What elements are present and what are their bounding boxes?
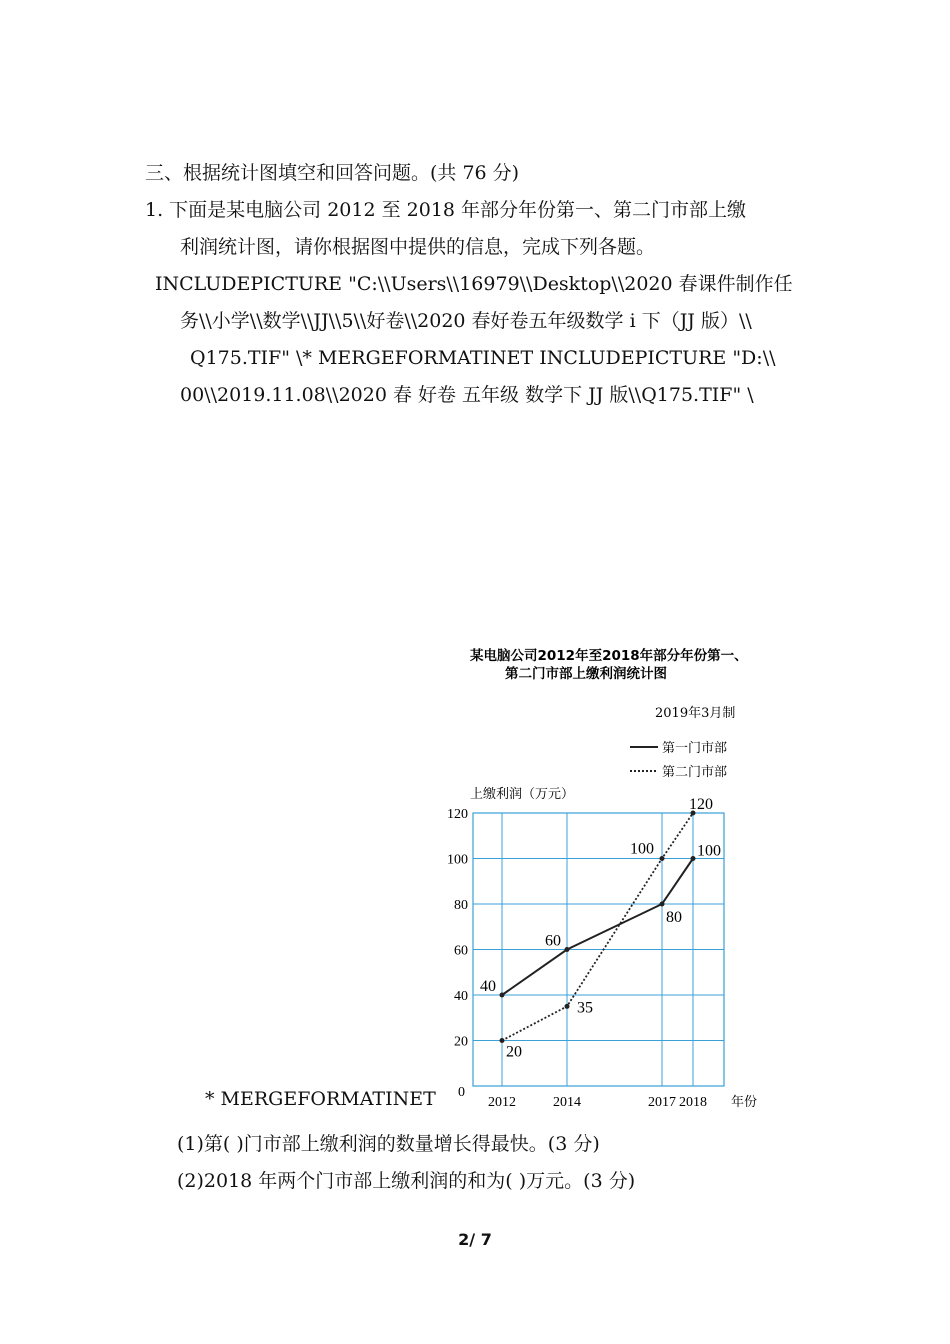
series-line-2 bbox=[502, 813, 693, 1041]
chart-svg bbox=[440, 640, 760, 1110]
y-tick-label: 40 bbox=[454, 989, 468, 1004]
field-code-line-1: INCLUDEPICTURE "C:\\Users\\16979\\Desktop\\2020 春课件制作任 bbox=[155, 273, 793, 295]
field-code-line-5: * MERGEFORMATINET bbox=[205, 1088, 436, 1110]
page-number: 2/ 7 bbox=[458, 1230, 492, 1249]
field-code-line-3: Q175.TIF" \* MERGEFORMATINET INCLUDEPICTURE "D:\\ bbox=[190, 347, 776, 369]
origin-label: 0 bbox=[458, 1085, 465, 1100]
data-point bbox=[691, 856, 696, 861]
subquestion-2: (2)2018 年两个门市部上缴利润的和为( )万元。(3 分) bbox=[177, 1170, 636, 1192]
y-tick-label: 20 bbox=[454, 1034, 468, 1050]
data-point bbox=[660, 856, 665, 861]
question-line-1: 1. 下面是某电脑公司 2012 至 2018 年部分年份第一、第二门市部上缴 bbox=[145, 199, 747, 221]
data-point bbox=[660, 902, 665, 907]
data-label: 20 bbox=[506, 1043, 522, 1061]
line-chart bbox=[440, 640, 760, 1110]
data-label: 100 bbox=[697, 842, 721, 860]
series bbox=[500, 811, 696, 1044]
question-line-2: 利润统计图，请你根据图中提供的信息，完成下列各题。 bbox=[180, 236, 656, 258]
data-point bbox=[500, 993, 505, 998]
field-code-line-2: 务\\小学\\数学\\JJ\\5\\好卷\\2020 春好卷五年级数学 i 下（JJ 版）\\ bbox=[180, 310, 752, 332]
x-tick-label: 2012 bbox=[488, 1095, 516, 1110]
series-line-1 bbox=[502, 859, 693, 996]
chart-date-note: 2019年3月制 bbox=[655, 706, 736, 721]
data-label: 120 bbox=[689, 796, 713, 813]
data-label: 40 bbox=[480, 978, 496, 995]
legend-series-2: 第二门市部 bbox=[662, 765, 728, 780]
subquestion-1: (1)第( )门市部上缴利润的数量增长得最快。(3 分) bbox=[177, 1133, 600, 1155]
y-tick-label: 80 bbox=[454, 898, 468, 913]
field-code-line-4: 00\\2019.11.08\\2020 春 好卷 五年级 数学下 JJ 版\\Q175.TIF" \ bbox=[180, 384, 754, 406]
y-tick-label: 120 bbox=[447, 807, 468, 822]
data-point bbox=[500, 1038, 505, 1043]
data-label: 80 bbox=[666, 909, 682, 926]
data-label: 60 bbox=[545, 932, 561, 950]
y-tick-label: 60 bbox=[454, 943, 468, 959]
legend-series-1: 第一门市部 bbox=[662, 741, 728, 756]
labels bbox=[480, 796, 721, 1061]
section-heading: 三、根据统计图填空和回答问题。(共 76 分) bbox=[145, 162, 520, 184]
x-tick-label: 2014 bbox=[553, 1095, 581, 1110]
chart-title-line-1: 某电脑公司2012年至2018年部分年份第一、 bbox=[470, 648, 748, 664]
data-point bbox=[565, 947, 570, 952]
data-point bbox=[565, 1004, 570, 1009]
data-label: 35 bbox=[577, 999, 593, 1017]
y-axis-label: 上缴利润（万元） bbox=[470, 787, 575, 802]
x-tick-label: 2018 bbox=[679, 1095, 707, 1110]
data-label: 100 bbox=[630, 840, 654, 858]
x-axis-label: 年份 bbox=[730, 1095, 758, 1110]
x-tick-label: 2017 bbox=[648, 1095, 676, 1110]
y-tick-label: 100 bbox=[447, 852, 468, 868]
chart-title-line-2: 第二门市部上缴利润统计图 bbox=[505, 666, 667, 682]
